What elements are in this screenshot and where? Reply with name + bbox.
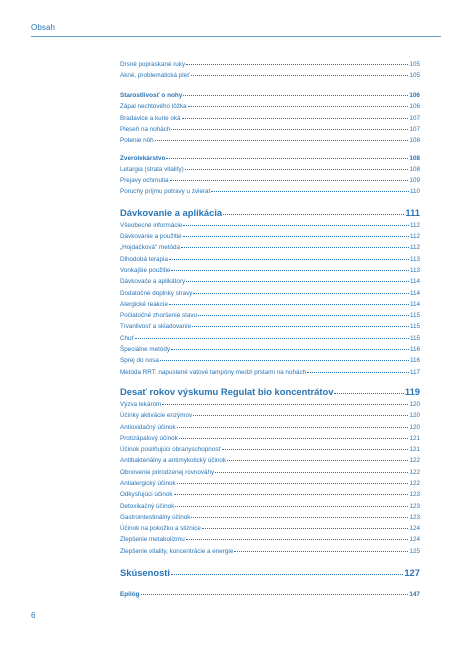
toc-entry[interactable]: [120, 478, 420, 489]
toc-entry-title: Bradavice a kurie oká: [120, 114, 181, 122]
toc-entry[interactable]: [120, 220, 420, 231]
toc-entry-title: Drsné popraskané ruky: [120, 61, 186, 68]
toc-entry[interactable]: [120, 254, 420, 265]
toc-entry-title: „Hojdačková" metóda: [120, 244, 180, 252]
toc-dot-leader: [186, 539, 409, 540]
toc-entry-title: Epilóg: [120, 591, 140, 599]
toc-dot-leader: [170, 180, 409, 181]
toc-entry[interactable]: [120, 333, 420, 344]
toc-entry-title: Dávkovače a aplikátory: [120, 278, 186, 286]
toc-entry-title: Dávkovanie a aplikácia: [120, 206, 223, 218]
toc-entry-page: 120: [409, 423, 420, 431]
toc-entry[interactable]: [120, 124, 420, 135]
toc-entry[interactable]: [120, 384, 420, 399]
toc-entry-page: 116: [409, 357, 420, 365]
toc-dot-leader: [307, 372, 409, 373]
toc-entry[interactable]: [120, 153, 420, 164]
toc-dot-leader: [169, 304, 409, 305]
toc-entry-title: Účinok na pokožku a sliznice: [120, 525, 201, 533]
toc-entry-page: 112: [409, 244, 420, 252]
toc-entry-page: 127: [404, 567, 420, 579]
toc-entry[interactable]: [120, 175, 420, 186]
toc-dot-leader: [171, 270, 409, 271]
toc-entry[interactable]: [120, 59, 420, 70]
toc-entry-page: 111: [405, 206, 420, 218]
toc-entry-title: Dodatočné doplnky stravy: [120, 289, 193, 297]
toc-entry-title: Potenie nôh: [120, 137, 154, 145]
toc-entry[interactable]: [120, 310, 420, 321]
toc-entry[interactable]: [120, 501, 420, 512]
toc-entry[interactable]: [120, 523, 420, 534]
toc-entry-title: Vonkajšie použitie: [120, 266, 171, 274]
toc-entry-title: Zlepšenie vitality, koncentrácie a energie: [120, 547, 234, 555]
toc-entry-page: 106: [409, 92, 420, 100]
toc-dot-leader: [171, 129, 408, 130]
toc-dot-leader: [193, 415, 408, 416]
toc-entry-title: Zlepšenie metabolizmu: [120, 536, 185, 544]
toc-entry-title: Dávkovanie a použitie: [120, 233, 182, 241]
toc-spacer: [120, 557, 420, 565]
page-number: 6: [31, 611, 36, 620]
toc-dot-leader: [171, 349, 409, 350]
toc-entry-page: 108: [409, 165, 420, 173]
toc-entry-title: Antialergický účinok: [120, 480, 176, 487]
toc-entry-page: 108: [409, 137, 420, 145]
toc-entry-page: 121: [409, 434, 420, 442]
toc-entry-title: Zápal nechtového lôžka: [120, 103, 187, 111]
toc-entry-page: 115: [409, 323, 420, 331]
toc-dot-leader: [234, 551, 408, 552]
toc-dot-leader: [183, 236, 409, 237]
toc-entry-title: Pleseň na nohách: [120, 125, 171, 133]
toc-entry-page: 124: [409, 525, 420, 533]
toc-group: [120, 565, 420, 580]
toc-dot-leader: [334, 393, 403, 394]
toc-entry-page: 109: [409, 177, 420, 185]
toc-entry-page: 125: [409, 547, 420, 555]
toc-dot-leader: [169, 259, 409, 260]
toc-group: [120, 384, 420, 557]
toc-dot-leader: [183, 225, 409, 226]
toc-dot-leader: [155, 140, 409, 141]
toc-dot-leader: [162, 404, 408, 405]
toc-entry-page: 123: [409, 513, 420, 521]
toc-entry[interactable]: [120, 321, 420, 332]
toc-entry[interactable]: [120, 433, 420, 444]
toc-entry-title: Metóda RRT: napustené vatové tampóny medzi prstami na nohách: [120, 368, 307, 376]
toc-entry-page: 114: [409, 278, 420, 286]
toc-entry[interactable]: [120, 101, 420, 112]
toc-entry[interactable]: [120, 276, 420, 287]
toc-dot-leader: [227, 460, 408, 461]
toc-spacer: [120, 580, 420, 589]
toc-dot-leader: [177, 483, 409, 484]
toc-entry[interactable]: [120, 546, 420, 557]
toc-entry[interactable]: [120, 534, 420, 545]
toc-entry-title: Skúsenosti: [120, 567, 171, 579]
toc-dot-leader: [183, 95, 408, 96]
toc-entry[interactable]: [120, 565, 420, 580]
toc-spacer: [120, 82, 420, 91]
toc-entry[interactable]: [120, 70, 420, 81]
toc-entry-title: Starostlivosť o nohy: [120, 92, 183, 100]
toc-entry-page: 112: [409, 221, 420, 229]
toc-entry-page: 121: [409, 446, 420, 454]
toc-dot-leader: [188, 106, 409, 107]
toc-dot-leader: [175, 506, 408, 507]
toc-entry-title: Prejavy ochrnutia: [120, 177, 169, 185]
toc-dot-leader: [135, 338, 409, 339]
toc-entry[interactable]: [120, 489, 420, 500]
toc-entry[interactable]: [120, 164, 420, 175]
toc-dot-leader: [141, 594, 409, 595]
toc-dot-leader: [192, 326, 409, 327]
toc-entry-title: Poruchy príjmu potravy u zvierat: [120, 188, 211, 196]
toc-entry-title: Protizápalový účinok: [120, 434, 178, 442]
toc-entry-page: 107: [409, 125, 420, 133]
toc-dot-leader: [181, 247, 409, 248]
toc-group: [120, 589, 420, 600]
toc-entry[interactable]: [120, 444, 420, 455]
toc-entry-page: 124: [409, 536, 420, 544]
toc-entry[interactable]: [120, 265, 420, 276]
toc-entry-page: 115: [409, 312, 420, 320]
toc-entry-page: 105: [409, 72, 420, 80]
toc-entry[interactable]: [120, 589, 420, 600]
toc-entry[interactable]: [120, 355, 420, 366]
toc-entry-title: Chuť: [120, 334, 134, 342]
toc-dot-leader: [179, 438, 409, 439]
toc-entry-page: 147: [409, 591, 420, 599]
toc-entry-page: 122: [409, 468, 420, 476]
toc-entry-page: 120: [409, 412, 420, 420]
toc-entry[interactable]: [120, 367, 420, 378]
toc-entry-title: Gastrointestinálny účinok: [120, 513, 191, 521]
toc-entry-title: Špeciálne metódy: [120, 346, 171, 354]
toc-entry-page: 114: [409, 300, 420, 308]
toc-entry-title: Dlhodobá terapia: [120, 255, 168, 263]
toc-entry-title: Alergické reakcie: [120, 300, 168, 308]
toc-entry-title: Antibakteriálny a antimykotický účinok: [120, 457, 227, 465]
toc-entry[interactable]: [120, 113, 420, 124]
toc-dot-leader: [166, 158, 408, 159]
toc-entry-page: 119: [404, 385, 420, 397]
toc-group: [120, 153, 420, 198]
toc-entry-title: Sprej do nosa: [120, 357, 159, 365]
toc-dot-leader: [160, 360, 409, 361]
toc-entry-page: 117: [409, 368, 420, 376]
toc-dot-leader: [198, 315, 409, 316]
toc-entry[interactable]: [120, 422, 420, 433]
toc-entry[interactable]: [120, 299, 420, 310]
toc-entry-title: Antioxidačný účinok: [120, 423, 176, 431]
toc-entry[interactable]: [120, 344, 420, 355]
toc-entry-page: 123: [409, 491, 420, 499]
toc-entry[interactable]: [120, 135, 420, 146]
toc-dot-leader: [215, 472, 408, 473]
toc-entry-page: 105: [409, 61, 420, 68]
toc-dot-leader: [171, 574, 403, 575]
toc-entry-page: 123: [409, 502, 420, 510]
toc-dot-leader: [223, 214, 404, 215]
toc-entry-title: Detoxikačný účinok: [120, 502, 175, 510]
toc-entry-title: Desať rokov výskumu Regulat bio koncentrátov: [120, 385, 334, 397]
toc-entry-page: 113: [409, 255, 420, 263]
toc-dot-leader: [174, 494, 409, 495]
toc-group: [120, 205, 420, 378]
toc-entry-title: Všeobecné informácie: [120, 221, 183, 229]
toc-entry-title: Letargia (strata vitality): [120, 165, 184, 173]
toc-entry-title: Počiatočné zhoršenie stavu: [120, 312, 198, 320]
toc-entry-page: 116: [409, 346, 420, 354]
toc-entry-page: 120: [409, 400, 420, 408]
toc-entry-page: 110: [409, 188, 420, 196]
toc-entry[interactable]: [120, 186, 420, 197]
toc-entry-title: Účinky aktivácie enzýmov: [120, 412, 193, 420]
toc-entry[interactable]: [120, 288, 420, 299]
toc-entry-page: 114: [409, 289, 420, 297]
toc-entry-title: Odkysľujúci účinok: [120, 491, 173, 499]
toc-group: [120, 59, 420, 82]
toc-entry-page: 112: [409, 233, 420, 241]
toc-dot-leader: [186, 64, 408, 65]
toc-dot-leader: [202, 528, 409, 529]
toc-entry[interactable]: [120, 90, 420, 101]
toc-entry-title: Zverolekárstvo: [120, 154, 166, 162]
toc-dot-leader: [185, 169, 409, 170]
toc-entry-page: 107: [409, 114, 420, 122]
toc-entry-page: 115: [409, 334, 420, 342]
toc-entry-title: Obnovenie prirodzenej rovnováhy: [120, 468, 215, 476]
toc-entry-page: 113: [409, 266, 420, 274]
toc-entry[interactable]: [120, 399, 420, 410]
toc-dot-leader: [191, 75, 409, 76]
toc-entry[interactable]: [120, 512, 420, 523]
toc-dot-leader: [222, 449, 409, 450]
toc-entry-title: Trvanlivosť a skladovanie: [120, 323, 192, 331]
toc-entry[interactable]: [120, 231, 420, 242]
table-of-contents: [120, 59, 420, 600]
toc-entry-page: 106: [409, 103, 420, 111]
toc-entry-title: Akné, problematická pleť: [120, 72, 190, 80]
toc-entry[interactable]: [120, 242, 420, 253]
toc-spacer: [120, 198, 420, 205]
toc-entry-page: 108: [409, 154, 420, 162]
toc-dot-leader: [186, 281, 409, 282]
toc-dot-leader: [193, 293, 408, 294]
toc-entry[interactable]: [120, 410, 420, 421]
toc-group: [120, 90, 420, 146]
header-divider: [31, 36, 441, 37]
toc-entry-page: 122: [409, 457, 420, 465]
toc-entry-title: Výzva lekárom: [120, 400, 162, 408]
toc-dot-leader: [182, 118, 409, 119]
toc-dot-leader: [177, 427, 409, 428]
toc-entry[interactable]: [120, 467, 420, 478]
toc-dot-leader: [211, 191, 409, 192]
toc-entry[interactable]: [120, 205, 420, 220]
toc-entry-page: 122: [409, 480, 420, 487]
toc-entry-title: Účinok posilňujúci obranyschopnosť: [120, 446, 221, 454]
header-title: Obsah: [31, 23, 56, 32]
toc-dot-leader: [191, 517, 408, 518]
toc-entry[interactable]: [120, 455, 420, 466]
